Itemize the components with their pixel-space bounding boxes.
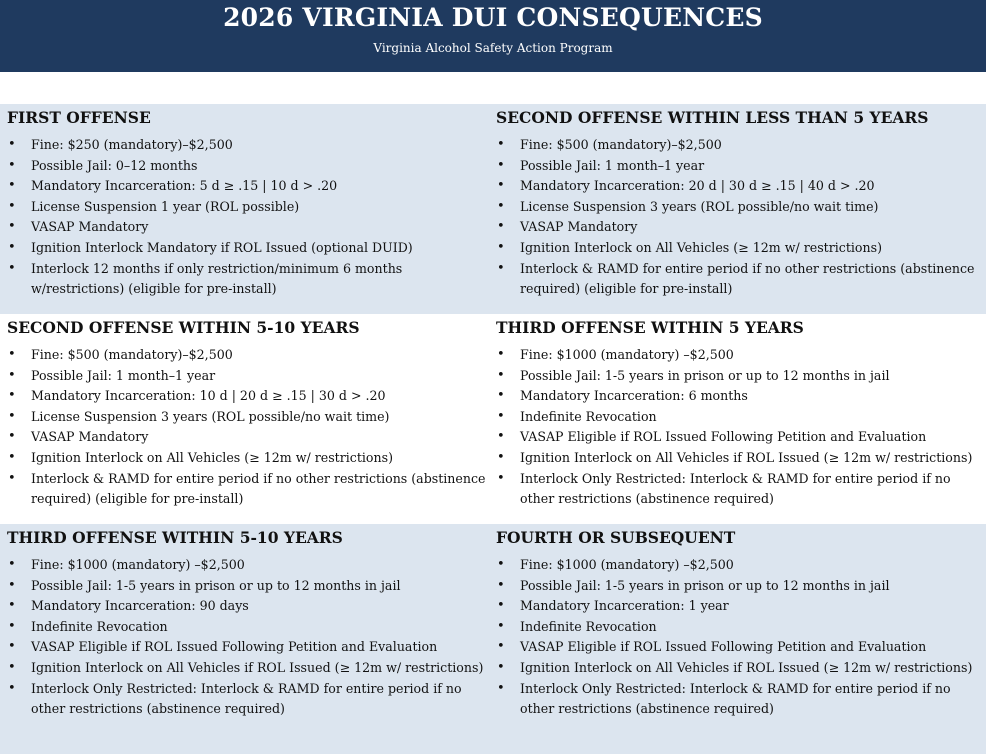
list-item: • Fine: $1000 (mandatory) –$2,500 [496,345,980,366]
list-item: • Mandatory Incarceration: 20 d | 30 d ≥ .15 | 40 d > .20 [496,176,980,197]
list-item: • Possible Jail: 1-5 years in prison or up to 12 months in jail [496,576,980,597]
offense-row [0,524,986,754]
list-item: • Ignition Interlock on All Vehicles (≥ 12m w/ restrictions) [7,448,488,469]
offense-section [0,314,494,524]
list-item: • Fine: $1000 (mandatory) –$2,500 [496,555,980,576]
offense-section [0,524,494,754]
page-subtitle: Virginia Alcohol Safety Action Program [373,41,613,55]
list-item: • VASAP Eligible if ROL Issued Following Petition and Evaluation [496,637,980,658]
offense-grid [0,104,986,754]
offense-section [0,104,494,314]
offense-row [0,314,986,524]
list-item: • Interlock 12 months if only restriction/minimum 6 months w/restrictions) (eligible for pre-install) [7,259,488,300]
list-item: • Indefinite Revocation [496,617,980,638]
list-item: • Mandatory Incarceration: 5 d ≥ .15 | 10 d > .20 [7,176,488,197]
list-item: • Ignition Interlock Mandatory if ROL Issued (optional DUID) [7,238,488,259]
list-item: • Possible Jail: 1 month–1 year [496,156,980,177]
list-item: • VASAP Mandatory [7,217,488,238]
list-item: • Ignition Interlock on All Vehicles if ROL Issued (≥ 12m w/ restrictions) [7,658,488,679]
list-item: • Mandatory Incarceration: 1 year [496,596,980,617]
list-item: • Possible Jail: 1 month–1 year [7,366,488,387]
list-item: • Fine: $1000 (mandatory) –$2,500 [7,555,488,576]
section-title: FIRST OFFENSE [7,108,151,127]
list-item: • Ignition Interlock on All Vehicles if ROL Issued (≥ 12m w/ restrictions) [496,448,980,469]
list-item: • Possible Jail: 0–12 months [7,156,488,177]
consequence-list [7,555,488,720]
list-item: • Interlock & RAMD for entire period if no other restrictions (abstinence required) (eligible for pre-install) [496,259,980,300]
offense-section [494,524,986,754]
offense-section [494,104,986,314]
section-title: SECOND OFFENSE WITHIN LESS THAN 5 YEARS [496,108,929,127]
list-item: • License Suspension 1 year (ROL possible) [7,197,488,218]
section-title: THIRD OFFENSE WITHIN 5 YEARS [496,318,804,337]
consequence-list [7,345,488,510]
list-item: • Possible Jail: 1-5 years in prison or up to 12 months in jail [496,366,980,387]
list-item: • Indefinite Revocation [496,407,980,428]
consequence-list [496,555,980,720]
list-item: • Fine: $250 (mandatory)–$2,500 [7,135,488,156]
list-item: • VASAP Eligible if ROL Issued Following Petition and Evaluation [7,637,488,658]
consequence-list [7,135,488,300]
list-item: • Ignition Interlock on All Vehicles (≥ 12m w/ restrictions) [496,238,980,259]
page-title: 2026 VIRGINIA DUI CONSEQUENCES [223,3,763,32]
page-header [0,0,986,72]
list-item: • VASAP Eligible if ROL Issued Following Petition and Evaluation [496,427,980,448]
list-item: • Interlock Only Restricted: Interlock & RAMD for entire period if no other restrictions (abstinence required) [496,469,980,510]
list-item: • Mandatory Incarceration: 10 d | 20 d ≥ .15 | 30 d > .20 [7,386,488,407]
list-item: • Interlock Only Restricted: Interlock & RAMD for entire period if no other restrictions (abstinence required) [7,679,488,720]
list-item: • VASAP Mandatory [7,427,488,448]
list-item: • Mandatory Incarceration: 6 months [496,386,980,407]
consequence-list [496,135,980,300]
list-item: • Interlock & RAMD for entire period if no other restrictions (abstinence required) (eligible for pre-install) [7,469,488,510]
list-item: • Indefinite Revocation [7,617,488,638]
section-title: FOURTH OR SUBSEQUENT [496,528,736,547]
list-item: • Possible Jail: 1-5 years in prison or up to 12 months in jail [7,576,488,597]
offense-row [0,104,986,314]
offense-section [494,314,986,524]
section-title: SECOND OFFENSE WITHIN 5-10 YEARS [7,318,360,337]
list-item: • License Suspension 3 years (ROL possible/no wait time) [7,407,488,428]
list-item: • Fine: $500 (mandatory)–$2,500 [7,345,488,366]
list-item: • Interlock Only Restricted: Interlock & RAMD for entire period if no other restrictions (abstinence required) [496,679,980,720]
section-title: THIRD OFFENSE WITHIN 5-10 YEARS [7,528,343,547]
list-item: • Mandatory Incarceration: 90 days [7,596,488,617]
list-item: • License Suspension 3 years (ROL possible/no wait time) [496,197,980,218]
list-item: • VASAP Mandatory [496,217,980,238]
list-item: • Fine: $500 (mandatory)–$2,500 [496,135,980,156]
list-item: • Ignition Interlock on All Vehicles if ROL Issued (≥ 12m w/ restrictions) [496,658,980,679]
consequence-list [496,345,980,510]
